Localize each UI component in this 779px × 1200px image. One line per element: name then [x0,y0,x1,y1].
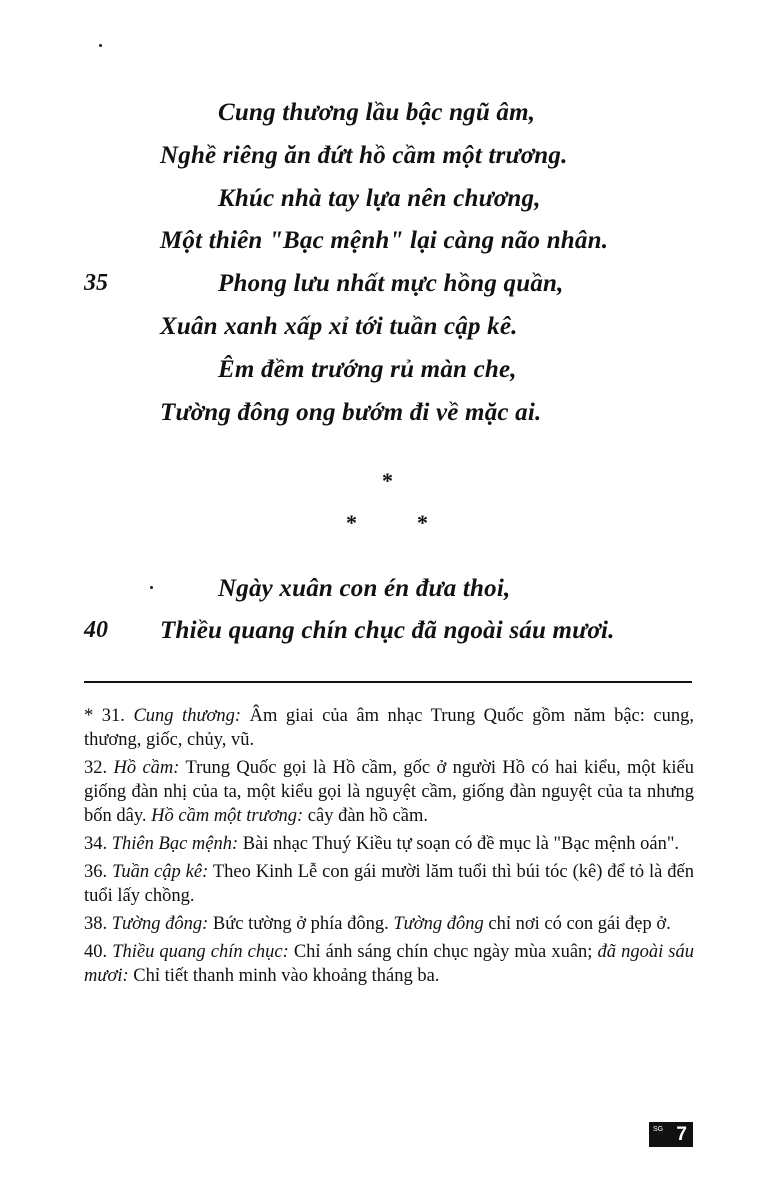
verse-line: Thiều quang chín chục đã ngoài sáu mươi. [160,617,615,644]
verse-line: Ngày xuân con én đưa thoi, [218,575,511,602]
verse-line: Một thiên "Bạc mệnh" lại càng não nhân. [160,227,609,254]
verse-line: Khúc nhà tay lựa nên chương, [218,185,541,212]
verse-line: Nghề riêng ăn đứt hồ cầm một trương. [160,142,568,169]
page-tag: SG [653,1126,664,1133]
footnote: 38. Tường đông: Bức tường ở phía đông. Tường đông chỉ nơi có con gái đẹp ở. [84,914,671,934]
footnote: 34. Thiên Bạc mệnh: Bài nhạc Thuý Kiều tự soạn có đề mục là "Bạc mệnh oán". [84,834,680,854]
footnote: 36. Tuần cập kê: Theo Kinh Lễ con gái mười lăm tuổi thì búi tóc (kê) để tỏ là đến tuổi lấy chồng. [84,862,694,906]
footnote: 32. Hồ cầm: Trung Quốc gọi là Hồ cầm, gốc ở người Hồ có hai kiểu, một kiểu giống đàn nhị của ta, một kiểu gọi là nguyệt cầm, giống đàn nguyệt của ta nhưng bốn dây. Hồ cầm một trương: cây đàn hồ cầm. [84,758,695,826]
page-number-badge [649,1122,693,1147]
verse-line: Tường đông ong bướm đi về mặc ai. [160,399,542,426]
footnotes [84,704,694,992]
separator-star: * [417,510,428,535]
footnote: 40. Thiều quang chín chục: Chỉ ánh sáng chín chục ngày mùa xuân; đã ngoài sáu mươi: Chỉ tiết thanh minh vào khoảng tháng ba. [84,942,694,986]
verse-line: Xuân xanh xấp xỉ tới tuần cập kê. [160,313,518,340]
line-number: 40 [84,617,108,643]
verse-line: Êm đềm trướng rủ màn che, [218,356,517,383]
separator-star: * [346,510,357,535]
speck [150,586,153,589]
line-number: 35 [84,270,108,296]
separator-star: * [382,468,393,493]
footnote-rule [84,681,692,683]
speck [99,44,102,47]
verse-line: Phong lưu nhất mực hồng quần, [218,270,564,297]
footnote: * 31. Cung thương: Âm giai của âm nhạc Trung Quốc gồm năm bậc: cung, thương, giốc, chủy, vũ. [84,706,695,750]
page-number: 7 [676,1123,687,1145]
verse-line: Cung thương lầu bậc ngũ âm, [218,99,536,126]
